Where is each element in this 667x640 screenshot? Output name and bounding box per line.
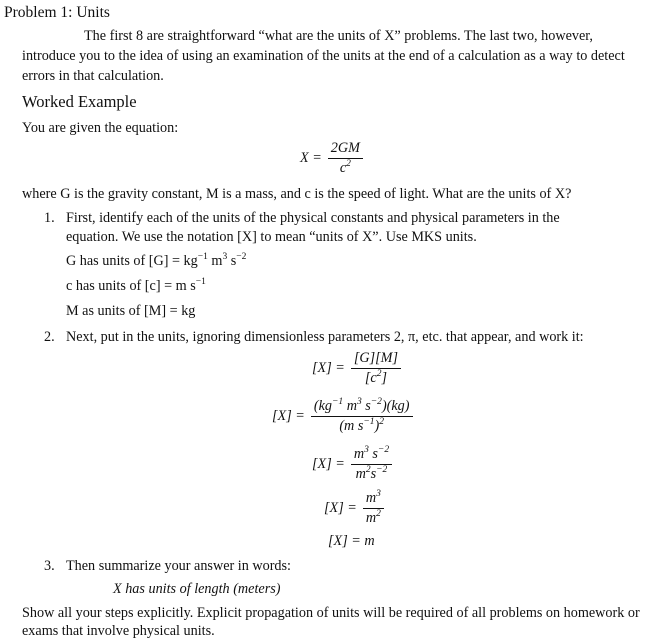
equation-1 (312, 350, 403, 387)
page-title: Problem 1: Units (4, 4, 110, 21)
equation-3 (312, 446, 394, 483)
eq2-num-b: m (343, 398, 357, 414)
eq1-den-a: [c (364, 370, 377, 387)
step-2-line1: Next, put in the units, ignoring dimensionless parameters 2, π, etc. that appear, and work it: (66, 329, 584, 345)
eq3-den-b: s (370, 466, 377, 483)
eq2-den-a-exp: −1 (363, 417, 375, 428)
units-c-exp1: −1 (195, 277, 206, 287)
eq3-num-b: s (368, 446, 378, 462)
eq4-lhs: [X] = (324, 500, 357, 517)
intro-text: The first 8 are straightforward “what are the units of X” problems. The last two, however, introduce you to the idea of using an examination of the units at the end of a calculation as a way to detect errors in that calculation. (22, 28, 625, 84)
units-m: M as units of [M] = kg (66, 303, 196, 319)
where-text: where G is the gravity constant, M is a mass, and c is the speed of light. What are the units of X? (22, 186, 572, 202)
eq3-lhs: [X] = (312, 456, 345, 473)
eq1-lhs: [X] = (312, 360, 345, 377)
eq1-den-exp: 2 (376, 369, 382, 380)
units-c-pre: c has units of [c] = m s (66, 278, 196, 294)
eq1-den-end: ] (381, 370, 387, 387)
step-3-line1: Then summarize your answer in words: (66, 558, 291, 574)
eq3-num-a-exp: 3 (364, 445, 369, 455)
units-g-exp3: −2 (236, 252, 247, 262)
main-eq-numerator: 2GM (328, 140, 363, 159)
eq4-den-a-exp: 2 (376, 509, 381, 520)
eq3-den-a: m (355, 466, 366, 483)
eq4-num-a-exp: 3 (376, 489, 381, 499)
main-eq-denominator (337, 159, 354, 177)
eq3-fraction (351, 446, 392, 483)
eq1-denominator (362, 369, 390, 387)
step-2-number: 2. (44, 329, 55, 345)
main-eq-fraction (328, 140, 363, 177)
units-g-exp1: −1 (197, 252, 208, 262)
eq2-num-c: s (361, 398, 371, 414)
units-g (66, 253, 246, 270)
eq2-den-b-exp: 2 (379, 417, 385, 428)
eq1-fraction (351, 350, 401, 387)
eq3-denominator (353, 465, 391, 483)
equation-4 (324, 490, 386, 527)
equation-5: [X] = m (328, 533, 375, 549)
eq4-den-a: m (365, 510, 377, 527)
main-eq-den-exp: 2 (346, 159, 351, 170)
eq4-fraction (363, 490, 384, 527)
eq2-den-a: (m s (339, 418, 364, 435)
eq4-numerator (363, 490, 384, 509)
step-1-line2: equation. We use the notation [X] to mean “units of X”. Use MKS units. (66, 229, 477, 245)
eq2-lhs: [X] = (272, 408, 305, 425)
eq3-den-a-exp: 2 (365, 465, 371, 476)
eq4-denominator (363, 509, 384, 527)
step-3-number: 3. (44, 558, 55, 574)
units-g-mid: m (207, 253, 223, 269)
equation-2 (272, 398, 415, 435)
units-g-exp2: 3 (222, 252, 228, 262)
eq3-num-b-exp: −2 (377, 445, 390, 455)
units-c (66, 278, 206, 295)
eq3-numerator (351, 446, 392, 465)
eq1-numerator: [G][M] (351, 350, 401, 369)
eq2-den-b: ) (374, 418, 380, 435)
eq3-den-b-exp: −2 (376, 465, 388, 476)
eq3-num-a: m (353, 446, 365, 462)
given-text: You are given the equation: (22, 120, 179, 136)
main-equation (300, 140, 365, 177)
answer-text: X has units of length (meters) (113, 581, 281, 597)
eq2-num-c-exp: −2 (370, 397, 382, 407)
main-eq-lhs: X = (300, 150, 322, 167)
eq2-num-a-exp: −1 (331, 397, 344, 407)
main-eq-den-base: c (339, 160, 347, 177)
eq2-num-d: )(kg) (381, 398, 410, 414)
closing-paragraph: Show all your steps explicitly. Explicit propagation of units will be required of all problems on homework or exams that involve physical units. (22, 605, 640, 639)
section-heading: Worked Example (22, 92, 137, 111)
units-g-pre: G has units of [G] = kg (66, 253, 198, 269)
eq2-num-a: (kg (313, 398, 332, 414)
eq4-num-a: m (365, 490, 377, 506)
step-1-number: 1. (44, 210, 55, 226)
intro-paragraph (22, 26, 642, 86)
eq2-num-b-exp: 3 (356, 397, 362, 407)
step-1-line1: First, identify each of the units of the physical constants and physical parameters in the (66, 210, 560, 226)
eq2-fraction (311, 398, 413, 435)
units-g-mid2: s (227, 253, 237, 269)
eq2-numerator (311, 398, 413, 417)
eq2-denominator (336, 417, 387, 435)
